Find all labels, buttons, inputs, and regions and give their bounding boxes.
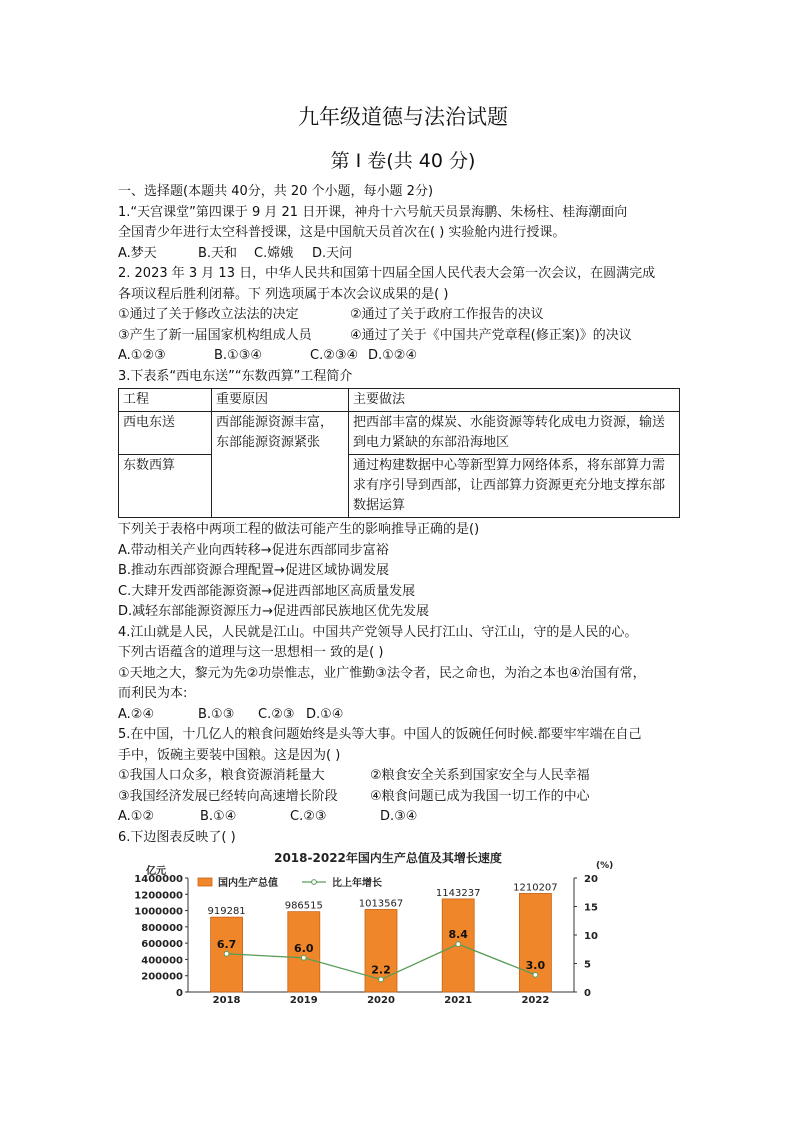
legend-line-marker	[312, 880, 317, 885]
growth-point	[224, 951, 229, 956]
section-heading: 一、选择题(本题共 40分，共 20 个小题，每小题 2分)	[118, 184, 434, 199]
q1-options	[118, 244, 688, 265]
table-row	[119, 455, 680, 518]
question-5	[118, 725, 688, 828]
q4-line4: 而利民为本:	[118, 686, 188, 701]
legend-bar-label: 国内生产总值	[218, 878, 278, 889]
table-cell-project: 东数西算	[119, 455, 212, 518]
growth-point	[456, 942, 461, 947]
q1-option-a[interactable]: A.梦天	[118, 245, 157, 261]
growth-point-label: 8.4	[448, 928, 468, 942]
table-cell-reason: 西部能源资源丰富，东部能源资源紧张	[212, 412, 349, 518]
x-tick-label: 2018	[212, 995, 241, 1004]
table-cell-project: 西电东送	[119, 412, 212, 455]
table-header-project: 工程	[119, 389, 212, 412]
legend-line-label: 比上年增长	[332, 878, 382, 889]
table-cell-method: 通过构建数据中心等新型算力网络体系，将东部算力需求有序引导到西部，让西部算力资源更充分地支撑东部数据运算	[349, 455, 680, 518]
q3-intro: 3.下表系“西电东送”“东数西算”工程简介	[118, 368, 353, 384]
q1-line1: 1.“天宫课堂”第四课于 9 月 21 日开课，神舟十六号航天员景海鹏、朱杨柱、桂海潮面向	[118, 204, 628, 220]
q5-items-row2	[118, 787, 688, 808]
x-tick-label: 2019	[289, 995, 318, 1004]
q5-line1: 5.在中国，十几亿人的粮食问题始终是头等大事。中国人的饭碗任何时候.都要牢牢端在自己	[118, 727, 642, 742]
question-3	[118, 367, 688, 623]
q4-options	[118, 705, 688, 726]
x-tick-label: 2020	[367, 995, 395, 1004]
q2-items-row2	[118, 326, 688, 347]
legend-bar-swatch	[198, 878, 212, 886]
q1-line2: 全国青少年进行太空科普授课，这是中国航天员首次在( ) 实验舱内进行授课。	[118, 225, 566, 240]
q2-item-2: ②通过了关于政府工作报告的决议	[350, 307, 544, 322]
x-tick-label: 2021	[444, 995, 473, 1004]
q3-question: 下列关于表格中两项工程的做法可能产生的影响推导正确的是()	[118, 522, 480, 537]
growth-point	[533, 973, 538, 978]
y-tick-label: 400000	[141, 955, 183, 967]
gdp-bar-label: 1210207	[513, 882, 558, 894]
q3-option-c[interactable]: C.大肆开发西部能源资源→促进西部地区高质量发展	[118, 583, 416, 599]
q5-option-d[interactable]: D.③④	[380, 809, 418, 824]
q6-stem: 6.下边图表反映了( )	[118, 829, 236, 845]
y-tick-label: 1200000	[134, 890, 183, 902]
y-tick-label: 0	[176, 988, 183, 999]
q5-option-b[interactable]: B.①④	[200, 809, 237, 824]
q2-line1: 2. 2023 年 3 月 13 日，中华人民共和国第十四届全国人民代表大会第一次会议，在圆满完成	[118, 266, 656, 281]
q2-option-d[interactable]: D.①②④	[368, 348, 418, 363]
q4-line1: 4.江山就是人民，人民就是江山。中国共产党领导人民打江山、守江山，守的是人民的心。	[118, 624, 638, 640]
gdp-bar-label: 1143237	[435, 887, 481, 899]
table-header-reason: 重要原因	[212, 389, 349, 412]
question-4	[118, 623, 688, 726]
y-tick-label: 200000	[141, 971, 183, 983]
q5-item-4: ④粮食问题已成为我国一切工作的中心	[370, 788, 590, 804]
q2-options	[118, 346, 688, 367]
y-axis-label: 亿元	[146, 866, 166, 877]
question-2	[118, 264, 688, 367]
y-tick-label: 1400000	[134, 874, 183, 885]
growth-point-label: 2.2	[371, 963, 391, 977]
growth-point-label: 6.0	[294, 941, 314, 955]
y2-axis-label: (%)	[596, 861, 614, 871]
q1-option-b[interactable]: B.天和	[198, 245, 238, 261]
q4-option-a[interactable]: A.②④	[118, 706, 155, 722]
y-tick-label: 600000	[141, 939, 183, 951]
table-cell-method: 把西部丰富的煤炭、水能资源等转化成电力资源，输送到电力紧缺的东部沿海地区	[349, 412, 680, 455]
q4-option-c[interactable]: C.②③	[258, 706, 295, 722]
q5-line2: 手中，饭碗主要装中国粮。这是因为( )	[118, 747, 341, 763]
q4-option-d[interactable]: D.①④	[306, 706, 344, 722]
page-title: 九年级道德与法治试题	[298, 105, 508, 129]
question-1	[118, 203, 688, 265]
y-tick-label: 1000000	[134, 906, 183, 918]
growth-point-label: 6.7	[216, 937, 237, 951]
growth-point	[301, 955, 306, 960]
q5-option-c[interactable]: C.②③	[290, 809, 327, 824]
x-tick-label: 2022	[521, 995, 550, 1004]
q3-table	[118, 388, 680, 518]
q2-option-b[interactable]: B.①③④	[214, 348, 263, 363]
table-header-method: 主要做法	[349, 389, 680, 412]
y2-tick-label: 10	[584, 931, 598, 942]
q3-option-a[interactable]: A.带动相关产业向西转移→促进东西部同步富裕	[118, 542, 389, 558]
q5-item-2: ②粮食安全关系到国家安全与人民幸福	[370, 768, 590, 783]
y2-tick-label: 20	[584, 874, 598, 885]
exam-page	[118, 100, 688, 1008]
y2-tick-label: 5	[584, 959, 591, 971]
q2-option-a[interactable]: A.①②③	[118, 348, 166, 363]
q3-option-b[interactable]: B.推动东西部资源合理配置→促进区域协调发展	[118, 563, 389, 578]
q5-item-1: ①我国人口众多，粮食资源消耗量大	[118, 768, 325, 783]
y-tick-label: 800000	[141, 922, 183, 934]
q2-line2: 各项议程后胜利闭幕。下 列选项属于本次会议成果的是( )	[118, 286, 449, 302]
chart-title: 2018-2022年国内生产总值及其增长速度	[274, 852, 502, 865]
q2-item-4: ④通过了关于《中国共产党章程(修正案)》的决议	[350, 327, 632, 343]
q4-line3: ①天地之大，黎元为先②功崇惟志，业广惟勤③法令者，民之命也，为治之本也④治国有常，	[118, 665, 646, 681]
q5-item-3: ③我国经济发展已经转向高速增长阶段	[118, 788, 338, 804]
q2-item-1: ①通过了关于修改立法法的决定	[118, 307, 299, 322]
q2-items-row1	[118, 305, 688, 326]
q5-option-a[interactable]: A.①②	[118, 809, 155, 824]
table-row	[119, 412, 680, 455]
q1-option-c[interactable]: C.嫦娥	[254, 245, 294, 261]
question-6	[118, 828, 688, 1009]
q4-option-b[interactable]: B.①③	[198, 706, 235, 722]
growth-point-label: 3.0	[525, 958, 546, 972]
growth-point	[379, 977, 384, 982]
q3-option-d[interactable]: D.减轻东部能源资源压力→促进西部民族地区优先发展	[118, 604, 430, 619]
q2-option-c[interactable]: C.②③④	[310, 348, 359, 363]
q5-items-row1	[118, 766, 688, 787]
q2-item-3: ③产生了新一届国家机构组成人员	[118, 327, 312, 343]
q4-line2: 下列古语蕴含的道理与这一思想相一 致的是( )	[118, 645, 384, 660]
gdp-bar-label: 919281	[207, 906, 246, 918]
gdp-chart	[126, 852, 688, 1008]
q5-options	[118, 807, 688, 828]
y2-tick-label: 15	[584, 902, 598, 914]
y2-tick-label: 0	[584, 988, 591, 999]
gdp-bar-label: 986515	[284, 900, 323, 912]
table-header-row	[119, 389, 680, 412]
gdp-chart-svg	[126, 852, 616, 1004]
gdp-bar-label: 1013567	[358, 898, 404, 910]
q1-option-d[interactable]: D.天问	[312, 245, 353, 261]
page-subtitle: 第 I 卷(共 40 分)	[330, 150, 476, 172]
